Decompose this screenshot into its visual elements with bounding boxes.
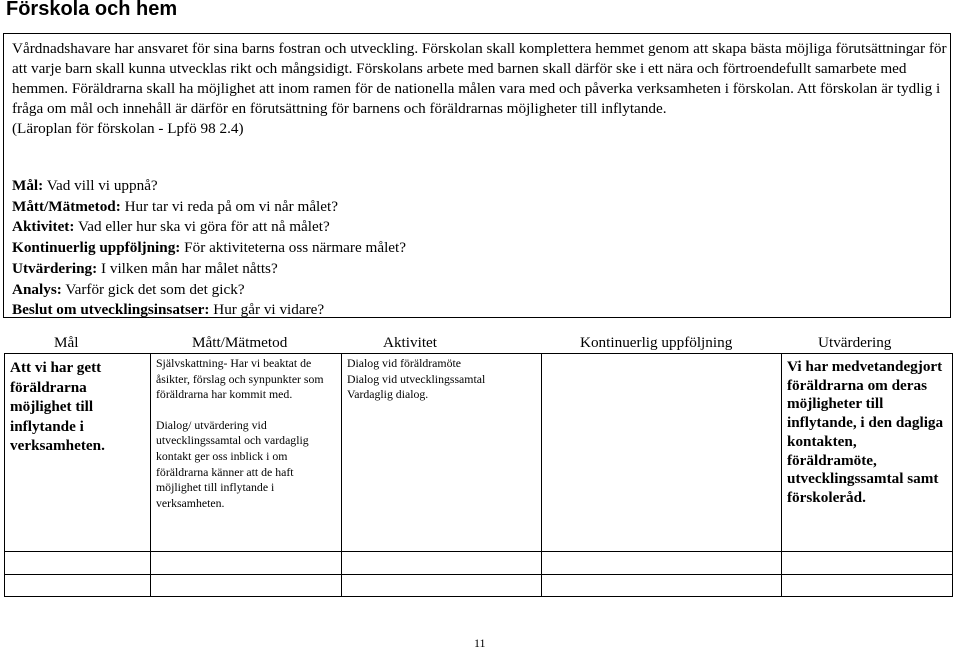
page-title: Förskola och hem bbox=[6, 0, 178, 20]
question-text: Vad vill vi uppnå? bbox=[43, 177, 158, 194]
table-cell bbox=[151, 552, 342, 575]
question-list bbox=[12, 176, 406, 321]
cell-goal: Att vi har gett föräldrarna möjlighet till inflytande i verksamheten. bbox=[5, 354, 151, 552]
question-text: Hur tar vi reda på om vi når målet? bbox=[120, 197, 338, 215]
table-cell bbox=[782, 552, 953, 575]
question-method bbox=[12, 197, 406, 218]
question-decision bbox=[12, 300, 406, 321]
method-paragraph: Självskattning- Har vi beaktat de åsikter, förslag och synpunkter som föräldrarna har kommit med. bbox=[156, 356, 324, 402]
question-text: För aktiviteterna oss närmare målet? bbox=[180, 239, 406, 257]
intro-reference: (Läroplan för förskolan - Lpfö 98 2.4) bbox=[12, 120, 244, 137]
question-text: Hur går vi vidare? bbox=[209, 301, 325, 319]
table-cell bbox=[5, 575, 151, 597]
activity-line: Dialog vid utvecklingssamtal bbox=[347, 371, 486, 386]
page-number: 11 bbox=[474, 636, 486, 650]
column-header-method: Mått/Mätmetod bbox=[192, 334, 288, 351]
table-row bbox=[5, 354, 953, 552]
goal-table bbox=[4, 353, 953, 597]
question-label: Beslut om utvecklingsinsatser: bbox=[12, 301, 210, 319]
cell-method bbox=[151, 354, 342, 552]
table-row bbox=[5, 575, 953, 597]
intro-box bbox=[3, 33, 951, 318]
activity-line: Dialog vid föräldramöte bbox=[347, 356, 462, 370]
question-label: Mål: bbox=[12, 177, 44, 194]
question-label: Utvärdering: bbox=[12, 259, 98, 277]
activity-line: Vardaglig dialog. bbox=[347, 387, 429, 402]
question-text: Varför gick det som det gick? bbox=[61, 280, 245, 298]
question-evaluation bbox=[12, 259, 406, 280]
question-label: Analys: bbox=[12, 280, 62, 298]
method-paragraph: Dialog/ utvärdering vid utvecklingssamtal och vardaglig kontakt ger oss inblick i om föräldrarna känner att de haft möjlighet till inflytande i verksamheten. bbox=[156, 417, 309, 510]
question-followup bbox=[12, 238, 406, 259]
column-header-activity: Aktivitet bbox=[383, 334, 437, 351]
question-label: Mått/Mätmetod: bbox=[12, 197, 121, 215]
intro-text: Vårdnadshavare har ansvaret för sina barns fostran och utveckling. Förskolan skall komplettera hemmet genom att skapa bästa möjliga förutsättningar för att varje barn skall kunna utvecklas rikt och mångsidigt. Förskolans arbete med barnen skall därför ske i ett nära och förtroendefullt samarbete med hemmen. Föräldrarna skall ha möjlighet att inom ramen för de nationella målen vara med och påverka verksamheten i förskolan. Att förskolan är tydlig i fråga om mål och innehåll är därför en förutsättning för barnens och föräldrarnas möjligheter till inflytande. bbox=[12, 40, 947, 117]
table-header-row bbox=[0, 334, 960, 354]
column-header-followup: Kontinuerlig uppföljning bbox=[580, 334, 733, 351]
question-label: Aktivitet: bbox=[12, 218, 75, 236]
column-header-evaluation: Utvärdering bbox=[818, 334, 892, 351]
column-header-goal: Mål bbox=[54, 334, 79, 351]
cell-followup bbox=[542, 354, 782, 552]
table-cell bbox=[542, 552, 782, 575]
question-text: I vilken mån har målet nåtts? bbox=[97, 259, 278, 277]
table-cell bbox=[342, 552, 542, 575]
question-label: Kontinuerlig uppföljning: bbox=[12, 239, 181, 257]
table-cell bbox=[5, 552, 151, 575]
question-activity bbox=[12, 217, 406, 238]
table-row bbox=[5, 552, 953, 575]
cell-activity bbox=[342, 354, 542, 552]
cell-evaluation: Vi har medvetandegjort föräldrarna om deras möjligheter till inflytande, i den dagliga kontakten, föräldramöte, utvecklingssamtal samt förskoleråd. bbox=[782, 354, 953, 552]
table-cell bbox=[342, 575, 542, 597]
table-cell bbox=[542, 575, 782, 597]
table-cell bbox=[151, 575, 342, 597]
question-analysis bbox=[12, 280, 406, 301]
table-cell bbox=[782, 575, 953, 597]
question-text: Vad eller hur ska vi göra för att nå målet? bbox=[74, 218, 330, 236]
question-goal bbox=[12, 176, 406, 197]
intro-paragraph bbox=[12, 39, 948, 139]
